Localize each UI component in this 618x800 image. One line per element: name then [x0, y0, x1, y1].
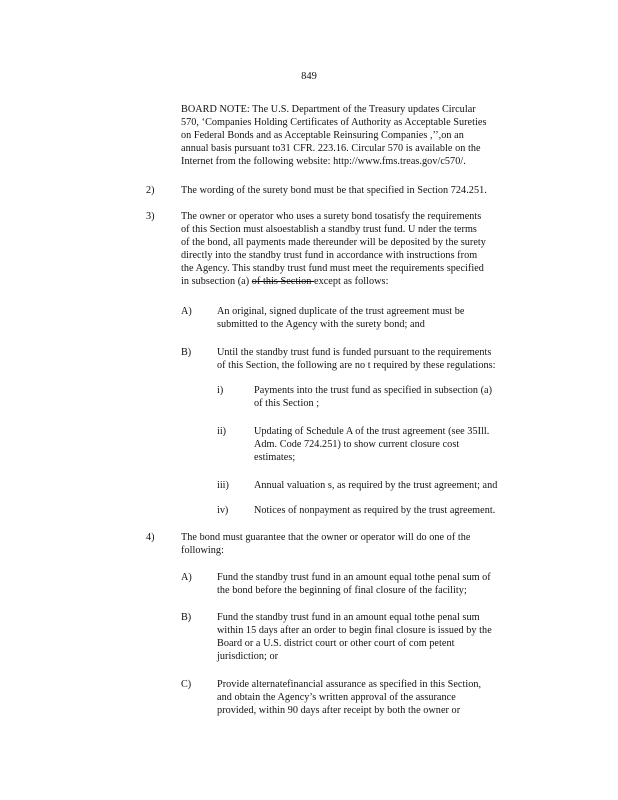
item-line: following:: [181, 545, 224, 556]
item-line: Notices of nonpayment as required by the trust agreement.: [254, 505, 496, 516]
item-label: 4): [146, 532, 155, 543]
item-line: Updating of Schedule A of the trust agreement (see 35Ill.: [254, 426, 490, 437]
item-line: Annual valuation s, as required by the trust agreement; and: [254, 480, 498, 491]
item-label: B): [181, 347, 192, 358]
item-line: of this Section must alsoestablish a standby trust fund. U nder the terms: [181, 224, 477, 235]
item-line: Fund the standby trust fund in an amount equal tothe penal sum of: [217, 572, 491, 583]
struck-text: of this Section: [251, 276, 314, 287]
item-line: directly into the standby trust fund in accordance with instructions from: [181, 250, 478, 261]
board-note-line: Internet from the following website: http://www.fms.treas.gov/c570/.: [181, 156, 466, 167]
board-note-line: annual basis pursuant to31 CFR. 223.16. Circular 570 is available on the: [181, 143, 481, 154]
item-line: An original, signed duplicate of the trust agreement must be: [217, 306, 465, 317]
item-line: the Agency. This standby trust fund must meet the requirements specified: [181, 263, 484, 274]
board-note-line: BOARD NOTE: The U.S. Department of the Treasury updates Circular: [181, 104, 476, 115]
item-line: of the bond, all payments made thereunder will be deposited by the surety: [181, 237, 486, 248]
item-line: Provide alternatefinancial assurance as specified in this Section,: [217, 679, 482, 690]
item-label: B): [181, 612, 192, 623]
item-line: Payments into the trust fund as specified in subsection (a): [254, 385, 493, 396]
item-label: 3): [146, 211, 155, 222]
item-label: i): [217, 385, 224, 396]
item-line: Board or a U.S. district court or other court of com petent: [217, 638, 455, 649]
item-label: A): [181, 572, 192, 583]
item-label: iv): [217, 505, 229, 516]
item-label: A): [181, 306, 192, 317]
item-line: estimates;: [254, 452, 296, 463]
item-line: jurisdiction; or: [217, 651, 279, 662]
board-note-line: 570, ‘Companies Holding Certificates of Authority as Acceptable Sureties: [181, 117, 487, 128]
item-line: of this Section, the following are no t required by these regulations:: [217, 360, 496, 371]
item-label: 2): [146, 185, 155, 196]
item-line: The wording of the surety bond must be that specified in Section 724.251.: [181, 185, 487, 196]
item-label: ii): [217, 426, 227, 437]
board-note-line: on Federal Bonds and as Acceptable Reinsuring Companies ,’’,on an: [181, 130, 464, 141]
item-line: the bond before the beginning of final closure of the facility;: [217, 585, 467, 596]
item-text: except as follows:: [314, 276, 389, 287]
item-line: Adm. Code 724.251) to show current closure cost: [254, 439, 460, 450]
item-label: C): [181, 679, 192, 690]
item-line: provided, within 90 days after receipt by both the owner or: [217, 705, 461, 716]
item-label: iii): [217, 480, 229, 491]
item-line: Until the standby trust fund is funded pursuant to the requirements: [217, 347, 492, 358]
item-line: within 15 days after an order to begin final closure is issued by the: [217, 625, 492, 636]
page-number: 849: [301, 71, 317, 82]
item-line: Fund the standby trust fund in an amount equal tothe penal sum: [217, 612, 480, 623]
item-line: submitted to the Agency with the surety bond; and: [217, 319, 425, 330]
item-line: of this Section ;: [254, 398, 320, 409]
item-line: and obtain the Agency’s written approval of the assurance: [217, 692, 456, 703]
item-text: in subsection (a): [181, 276, 252, 287]
item-line: The owner or operator who uses a surety bond tosatisfy the requirements: [181, 211, 482, 222]
item-line-last: [181, 275, 388, 288]
item-line: The bond must guarantee that the owner or operator will do one of the: [181, 532, 471, 543]
